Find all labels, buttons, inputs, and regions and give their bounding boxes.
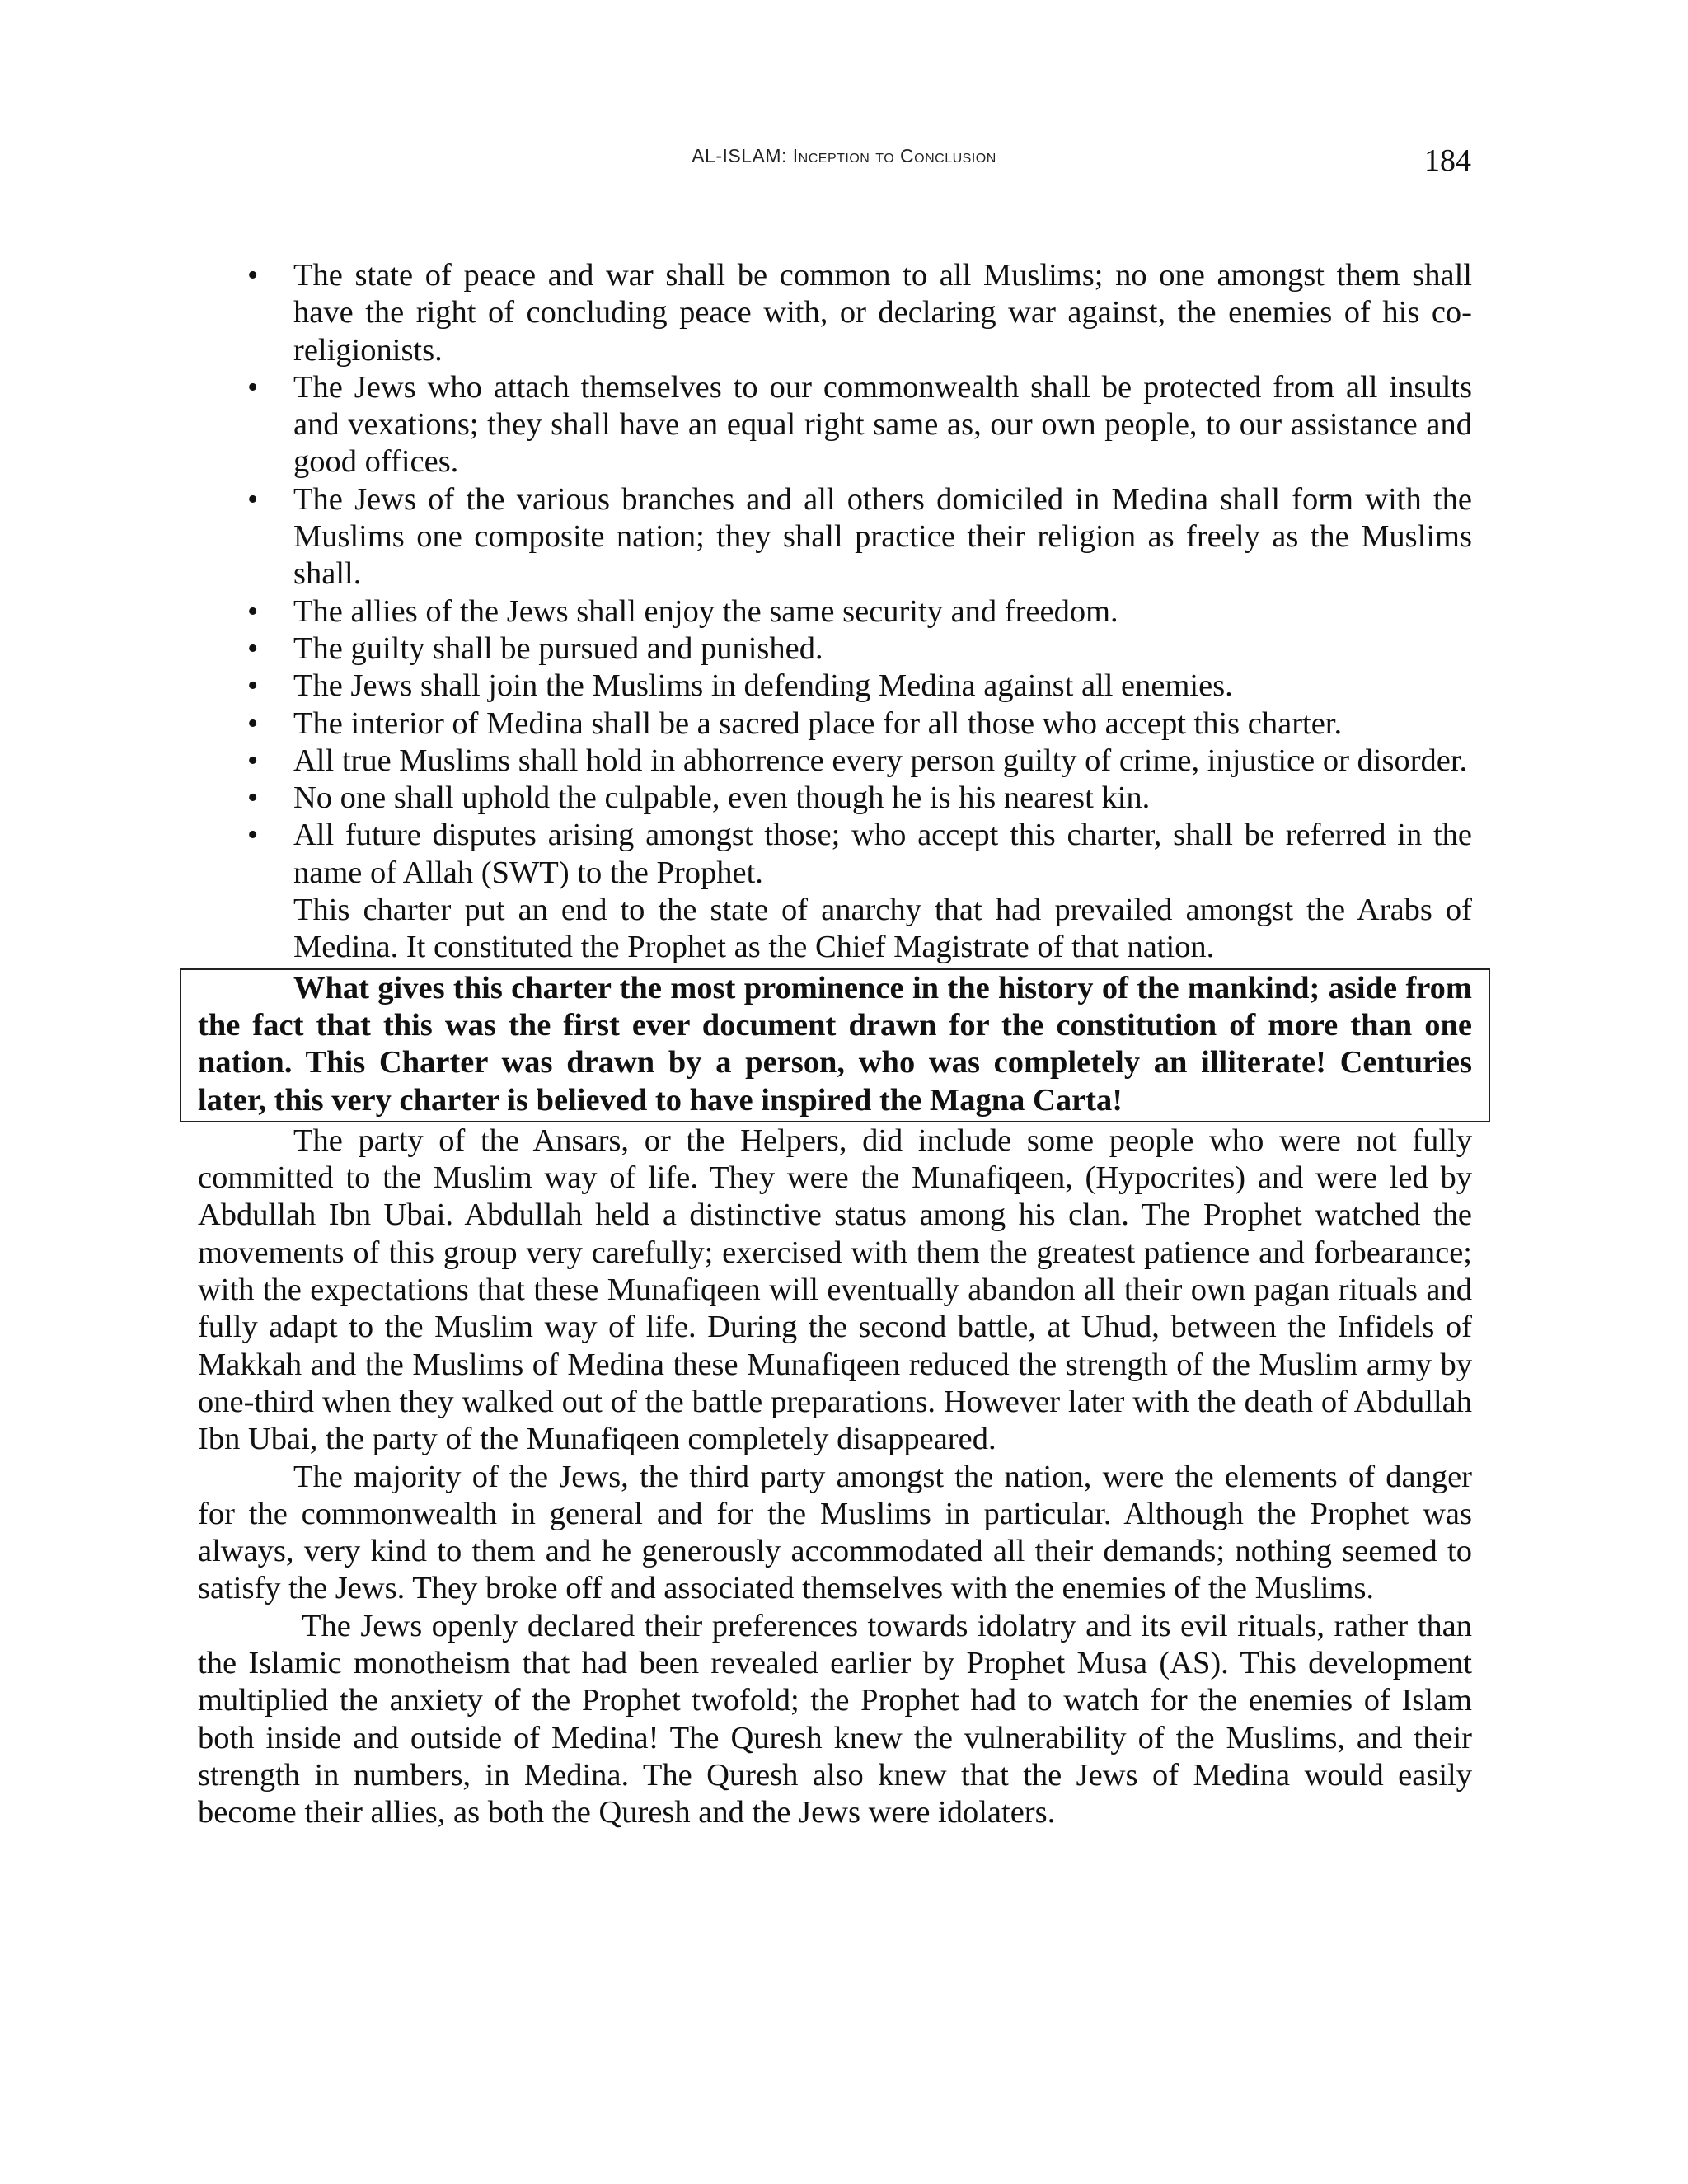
bullet-icon: • — [247, 818, 259, 853]
list-item — [198, 481, 1472, 593]
list-item-text: The state of peace and war shall be common to all Muslims; no one amongst them shall have the right of concluding peace with, or declaring war against, the enemies of his co-religionists. — [293, 258, 1472, 368]
paragraph: The Jews openly declared their preferences towards idolatry and its evil rituals, rather than the Islamic monotheism that had been revealed earlier by Prophet Musa (AS). This development multiplied the anxiety of the Prophet twofold; the Prophet had to watch for the enemies of Islam both inside and outside of Medina! The Quresh knew the vulnerability of the Muslims, and their strength in numbers, in Medina. The Quresh also knew that the Jews of Medina would easily become their allies, as both the Quresh and the Jews were idolaters. — [198, 1608, 1472, 1830]
list-item — [198, 630, 1472, 668]
bullet-icon: • — [247, 481, 259, 517]
list-item — [198, 257, 1472, 369]
page-content — [198, 257, 1472, 1831]
page-number: 184 — [1424, 143, 1471, 178]
bullet-icon: • — [247, 369, 259, 405]
bullet-icon: • — [247, 743, 259, 778]
list-item — [198, 817, 1472, 892]
list-item-text: The allies of the Jews shall enjoy the same security and freedom. — [293, 593, 1118, 629]
list-item-text: The guilty shall be pursued and punished. — [293, 630, 823, 666]
running-header: AL-ISLAM: Inception to Conclusion — [692, 145, 996, 166]
charter-list — [198, 257, 1472, 892]
list-item-text: The Jews who attach themselves to our commonwealth shall be protected from all insults and vexations; they shall have an equal right same as, our own people, to our assistance and good offices. — [293, 369, 1472, 480]
list-item — [198, 668, 1472, 705]
list-item-text: All true Muslims shall hold in abhorrence every person guilty of crime, injustice or disorder. — [293, 743, 1468, 778]
highlight-box — [180, 968, 1490, 1122]
bullet-icon: • — [247, 593, 259, 629]
bullet-icon: • — [247, 780, 259, 816]
highlight-text: What gives this charter the most prominence in the history of the mankind; aside from the fact that this was the first ever document drawn for the constitution of more than one nation. This Charter was drawn by a person, who was completely an illiterate! Centuries later, this very charter is believed to have inspired the Magna Carta! — [198, 970, 1472, 1118]
paragraph: The majority of the Jews, the third party amongst the nation, were the elements of danger for the commonwealth in general and for the Muslims in particular. Although the Prophet was always, very kind to them and he generously accommodated all their demands; nothing seemed to satisfy the Jews. They broke off and associated themselves with the enemies of the Muslims. — [198, 1459, 1472, 1606]
charter-summary: This charter put an end to the state of anarchy that had prevailed amongst the Arabs of Medina. It constituted the Prophet as the Chief Magistrate of that nation. — [293, 893, 1472, 965]
bullet-icon: • — [247, 258, 259, 293]
bullet-icon: • — [247, 668, 259, 704]
list-item — [198, 705, 1472, 743]
list-item-text: No one shall uphold the culpable, even though he is his nearest kin. — [293, 780, 1151, 816]
bullet-icon: • — [247, 630, 259, 666]
list-item — [198, 743, 1472, 780]
list-item-text: All future disputes arising amongst those; who accept this charter, shall be referred in the name of Allah (SWT) to the Prophet. — [293, 818, 1472, 890]
bullet-icon: • — [247, 705, 259, 741]
list-item — [198, 780, 1472, 817]
list-item-text: The Jews of the various branches and all others domiciled in Medina shall form with the Muslims one composite nation; they shall practice their religion as freely as the Muslims shall. — [293, 481, 1472, 592]
list-item-text: The Jews shall join the Muslims in defending Medina against all enemies. — [293, 668, 1233, 704]
paragraph: The party of the Ansars, or the Helpers, did include some people who were not fully committed to the Muslim way of life. They were the Munafiqeen, (Hypocrites) and were led by Abdullah Ibn Ubai. Abdullah held a distinctive status among his clan. The Prophet watched the movements of this group very carefully; exercised with them the greatest patience and forbearance; with the expectations that these Munafiqeen will eventually abandon all their own pagan rituals and fully adapt to the Muslim way of life. During the second battle, at Uhud, between the Infidels of Makkah and the Muslims of Medina these Munafiqeen reduced the strength of the Muslim army by one-third when they walked out of the battle preparations. However later with the death of Abdullah Ibn Ubai, the party of the Munafiqeen completely disappeared. — [198, 1122, 1472, 1457]
list-item — [198, 369, 1472, 481]
list-item-text: The interior of Medina shall be a sacred place for all those who accept this charter. — [293, 705, 1343, 741]
list-item — [198, 593, 1472, 630]
